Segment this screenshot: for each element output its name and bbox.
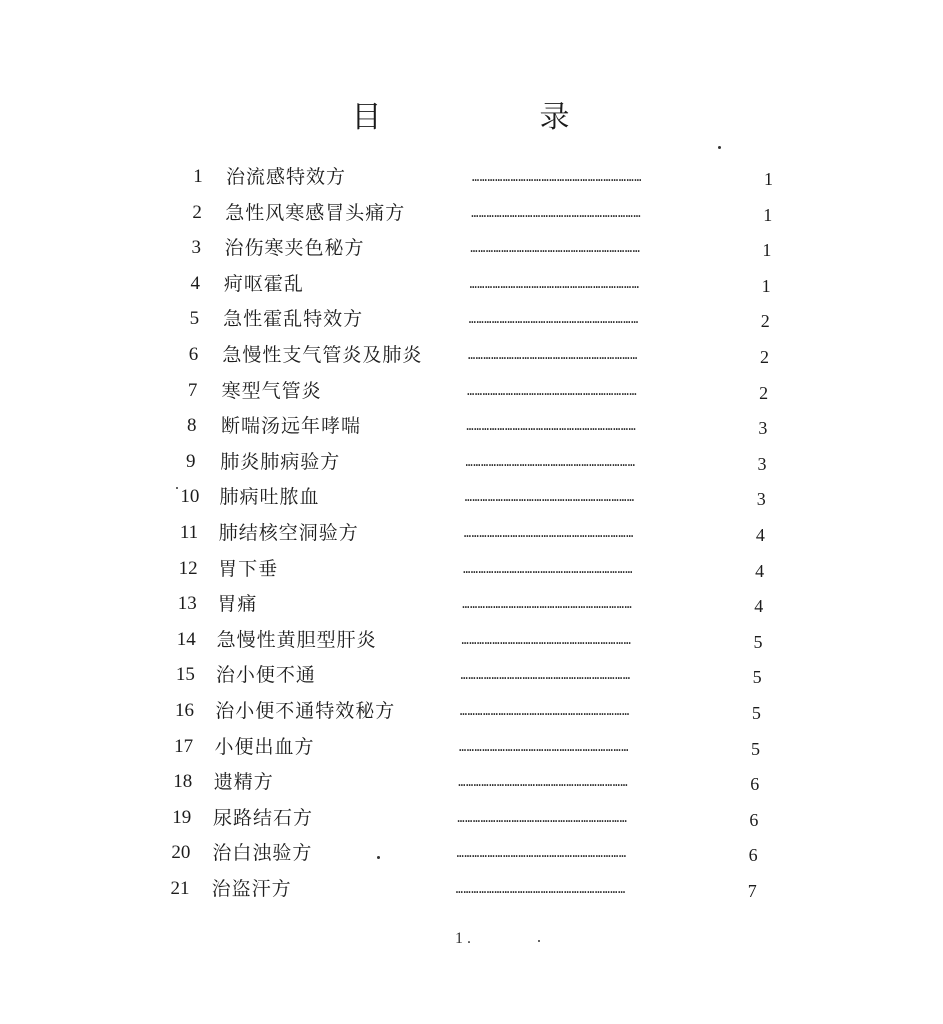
toc-entry-page: 4 (754, 596, 764, 617)
toc-entry-page: 1 (764, 169, 773, 189)
toc-entry-page: 5 (753, 631, 763, 652)
toc-entry (0, 338, 943, 372)
toc-entry-title: 疴呕霍乱 (223, 272, 304, 295)
toc-entry-number: 12 (178, 557, 198, 579)
toc-entry (0, 836, 943, 870)
toc-entry-title: 断喘汤远年哮喘 (220, 415, 361, 438)
toc-entry (0, 623, 943, 657)
toc-entry-title: 遗精方 (213, 771, 274, 794)
toc-entry-number: 16 (175, 700, 194, 721)
toc-entry-title: 胃痛 (217, 593, 258, 616)
toc-entry-number: 19 (172, 806, 192, 828)
scan-speck (538, 940, 540, 942)
toc-entry-page: 1 (763, 204, 773, 225)
toc-entry-number: 3 (191, 237, 201, 259)
toc-entry-leader: ………………………………………………………… (467, 348, 638, 362)
toc-entry-title: 治小便不通特效秘方 (215, 700, 396, 722)
toc-entry-leader: ………………………………………………………… (461, 632, 632, 647)
toc-entry-leader: ………………………………………………………… (464, 490, 635, 505)
toc-entry-leader: ………………………………………………………… (468, 312, 639, 327)
toc-entry-page: 5 (752, 667, 762, 688)
toc-entry-number: 21 (170, 878, 190, 899)
toc-entry-leader: ………………………………………………………… (455, 882, 626, 896)
toc-entry-leader: ………………………………………………………… (466, 419, 637, 434)
scan-speck (718, 146, 721, 149)
toc-entry-page: 6 (749, 809, 759, 830)
toc-entry-title: 急性风寒感冒头痛方 (225, 201, 406, 224)
toc-entry-page: 4 (755, 525, 765, 545)
scan-speck (377, 856, 380, 859)
toc-entry-number: 20 (171, 842, 191, 864)
toc-entry-number: 8 (186, 415, 197, 437)
toc-entry (0, 196, 943, 230)
toc-entry-number: 10 (180, 486, 200, 508)
toc-entry-number: 14 (176, 628, 196, 650)
toc-entry-leader: ………………………………………………………… (465, 454, 636, 469)
toc-entry (0, 480, 943, 514)
toc-entry-title: 肺结核空洞验方 (218, 522, 359, 544)
toc-entry-title: 急性霍乱特效方 (223, 308, 364, 331)
toc-entry (0, 160, 943, 194)
toc-entry-leader: ………………………………………………………… (457, 810, 628, 825)
toc-entry-leader: ………………………………………………………… (460, 668, 631, 683)
toc-entry (0, 231, 943, 265)
page-number: 1 . (455, 930, 471, 947)
toc-entry-page: 7 (747, 881, 757, 901)
toc-entry-number: 1 (193, 166, 203, 187)
toc-entry-page: 3 (758, 418, 768, 439)
toc-entry-page: 4 (755, 560, 765, 581)
scan-speck (176, 487, 178, 489)
toc-entry (0, 409, 943, 443)
toc-entry-number: 7 (187, 379, 198, 401)
toc-entry-leader: ………………………………………………………… (462, 597, 633, 612)
toc-entry-title: 治伤寒夹色秘方 (224, 237, 365, 260)
toc-entry-leader: ………………………………………………………… (471, 205, 642, 220)
toc-entry-number: 15 (175, 664, 195, 686)
toc-entry-title: 胃下垂 (218, 557, 279, 580)
toc-entry-page: 3 (757, 453, 767, 474)
toc-entry-page: 2 (759, 347, 769, 367)
toc-entry-number: 11 (179, 522, 199, 543)
toc-entry-title: 急慢性黄胆型肝炎 (216, 628, 377, 651)
toc-entry-number: 5 (189, 308, 200, 330)
toc-entry-page: 2 (759, 382, 769, 403)
toc-entry-number: 18 (173, 771, 193, 793)
toc-entry-number: 17 (174, 735, 194, 757)
toc-entry-leader: ………………………………………………………… (459, 739, 629, 754)
toc-entry-page: 1 (762, 240, 772, 261)
toc-entry-page: 6 (750, 774, 760, 795)
toc-entry-number: 9 (186, 450, 196, 472)
toc-entry-title: 治小便不通 (215, 664, 316, 687)
toc-entry-title: 寒型气管炎 (221, 379, 322, 402)
toc-entry-title: 治盗汗方 (211, 878, 292, 900)
toc-entry-number: 6 (188, 344, 199, 365)
toc-entry (0, 658, 943, 692)
toc-entry (0, 730, 943, 764)
toc-entry (0, 765, 943, 799)
toc-entry (0, 872, 943, 906)
toc-entry-page: 5 (751, 738, 761, 759)
toc-entry (0, 694, 943, 728)
toc-entry-leader: ………………………………………………………… (467, 383, 638, 398)
toc-entry (0, 516, 943, 550)
toc-entry-leader: ………………………………………………………… (470, 241, 641, 256)
toc-entry (0, 267, 943, 301)
toc-entry (0, 374, 943, 408)
toc-entry-page: 6 (748, 845, 758, 866)
toc-entry-page: 3 (756, 489, 766, 510)
toc-entry (0, 445, 943, 479)
toc-entry-leader: ………………………………………………………… (459, 704, 630, 718)
toc-entry-title: 肺病吐脓血 (219, 486, 320, 509)
toc-entry-leader: ………………………………………………………… (472, 170, 642, 184)
toc-entry-page: 5 (751, 703, 761, 723)
toc-entry-number: 4 (190, 272, 201, 294)
toc-entry-title: 治白浊验方 (212, 842, 313, 865)
toc-entry-title: 尿路结石方 (213, 806, 314, 829)
toc-entry-page: 1 (761, 275, 771, 296)
toc-entry-leader: ………………………………………………………… (456, 846, 627, 861)
toc-entry (0, 302, 943, 336)
toc-entry-leader: ………………………………………………………… (463, 561, 634, 576)
toc-entry (0, 587, 943, 621)
toc-entry-title: 肺炎肺病验方 (220, 450, 341, 473)
toc-entry-number: 2 (192, 201, 202, 223)
toc-entry-number: 13 (177, 593, 197, 615)
toc-entry-title: 小便出血方 (214, 735, 315, 758)
toc-entry (0, 552, 943, 586)
toc-entry-title: 急慢性支气管炎及肺炎 (222, 344, 423, 366)
toc-entry-leader: ………………………………………………………… (458, 775, 629, 790)
page-title: 目 录 (351, 100, 634, 135)
toc-entry-leader: ………………………………………………………… (469, 276, 640, 291)
toc-entry-title: 治流感特效方 (226, 166, 347, 188)
toc-entry-page: 2 (760, 311, 770, 332)
toc-entry-leader: ………………………………………………………… (463, 526, 634, 540)
toc-entry (0, 801, 943, 835)
